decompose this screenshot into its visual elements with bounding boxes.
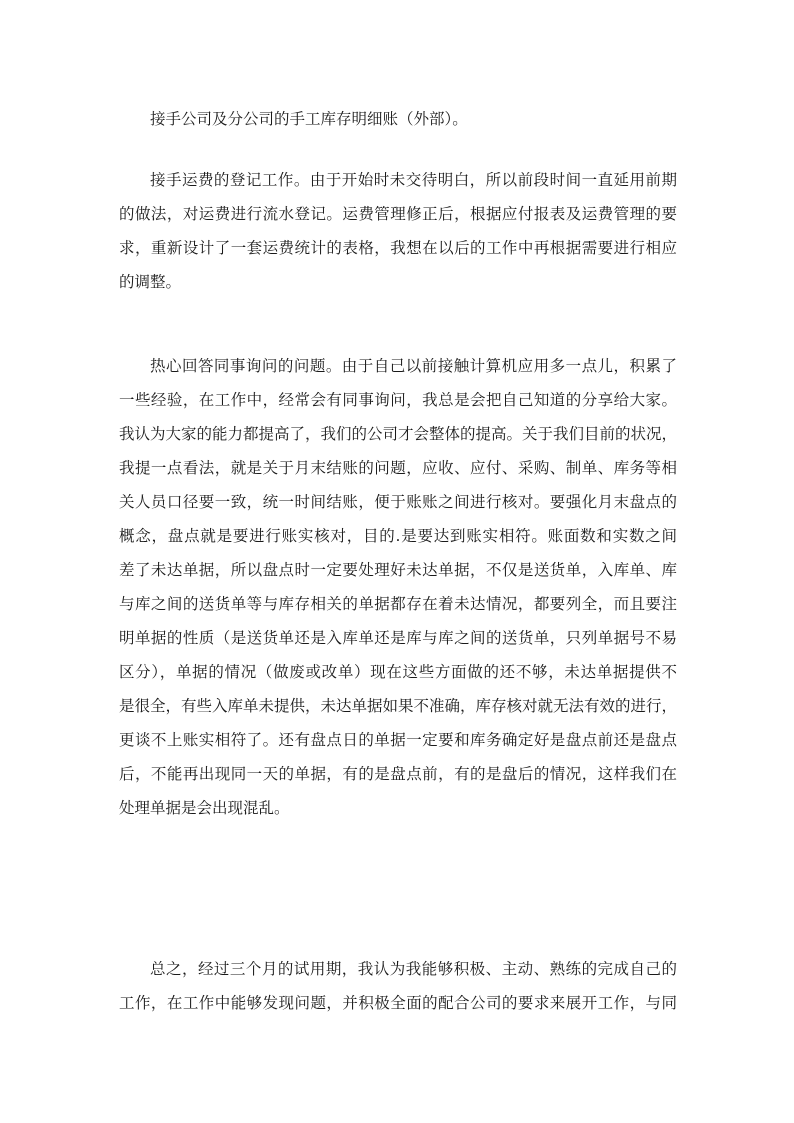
paragraph-line: 与库之间的送货单等与库存相关的单据都存在着未达情况，都要列全，而且要注 xyxy=(119,595,677,613)
paragraph-line: 我提一点看法，就是关于月末结账的问题，应收、应付、采购、制单、库务等相 xyxy=(119,459,677,477)
paragraph-summary xyxy=(119,952,677,1020)
paragraph-line: 关人员口径要一致，统一时间结账，便于账账之间进行核对。要强化月末盘点的 xyxy=(119,493,677,511)
paragraph-line: 后，不能再出现同一天的单据，有的是盘点前，有的是盘后的情况，这样我们在 xyxy=(119,765,677,783)
paragraph-inventory-ledger xyxy=(119,102,677,136)
paragraph-line: 一些经验，在工作中，经常会有同事询问，我总是会把自己知道的分享给大家。 xyxy=(119,391,677,409)
paragraph-line: 更谈不上账实相符了。还有盘点日的单据一定要和库务确定好是盘点前还是盘点 xyxy=(119,731,677,749)
paragraph-line: 是很全，有些入库单未提供，未达单据如果不准确，库存核对就无法有效的进行， xyxy=(119,697,677,715)
paragraph-line: 总之，经过三个月的试用期，我认为我能够积极、主动、熟练的完成自己的 xyxy=(150,960,677,978)
paragraph-line: 接手运费的登记工作。由于开始时未交待明白，所以前段时间一直延用前期 xyxy=(150,171,677,189)
paragraph-line: 接手公司及分公司的手工库存明细账（外部）。 xyxy=(150,110,468,128)
paragraph-helping-colleagues xyxy=(119,349,677,825)
paragraph-line: 处理单据是会出现混乱。 xyxy=(119,799,290,817)
paragraph-line: 明单据的性质（是送货单还是入库单还是库与库之间的送货单，只列单据号不易 xyxy=(119,629,677,647)
paragraph-freight-registration xyxy=(119,163,677,299)
paragraph-line: 差了未达单据，所以盘点时一定要处理好未达单据，不仅是送货单，入库单、库 xyxy=(119,561,677,579)
paragraph-line: 我认为大家的能力都提高了，我们的公司才会整体的提高。关于我们目前的状况， xyxy=(119,425,677,443)
paragraph-line: 区分），单据的情况（做废或改单）现在这些方面做的还不够，未达单据提供不 xyxy=(119,663,677,681)
paragraph-line: 的做法，对运费进行流水登记。运费管理修正后，根据应付报表及运费管理的要 xyxy=(119,205,677,223)
paragraph-line: 概念，盘点就是要进行账实核对，目的.是要达到账实相符。账面数和实数之间 xyxy=(119,527,677,545)
paragraph-line: 热心回答同事询问的问题。由于自己以前接触计算机应用多一点儿，积累了 xyxy=(150,357,677,375)
paragraph-line: 的调整。 xyxy=(119,273,182,291)
paragraph-line: 求，重新设计了一套运费统计的表格，我想在以后的工作中再根据需要进行相应 xyxy=(119,239,677,257)
paragraph-line: 工作，在工作中能够发现问题，并积极全面的配合公司的要求来展开工作，与同 xyxy=(119,994,677,1012)
